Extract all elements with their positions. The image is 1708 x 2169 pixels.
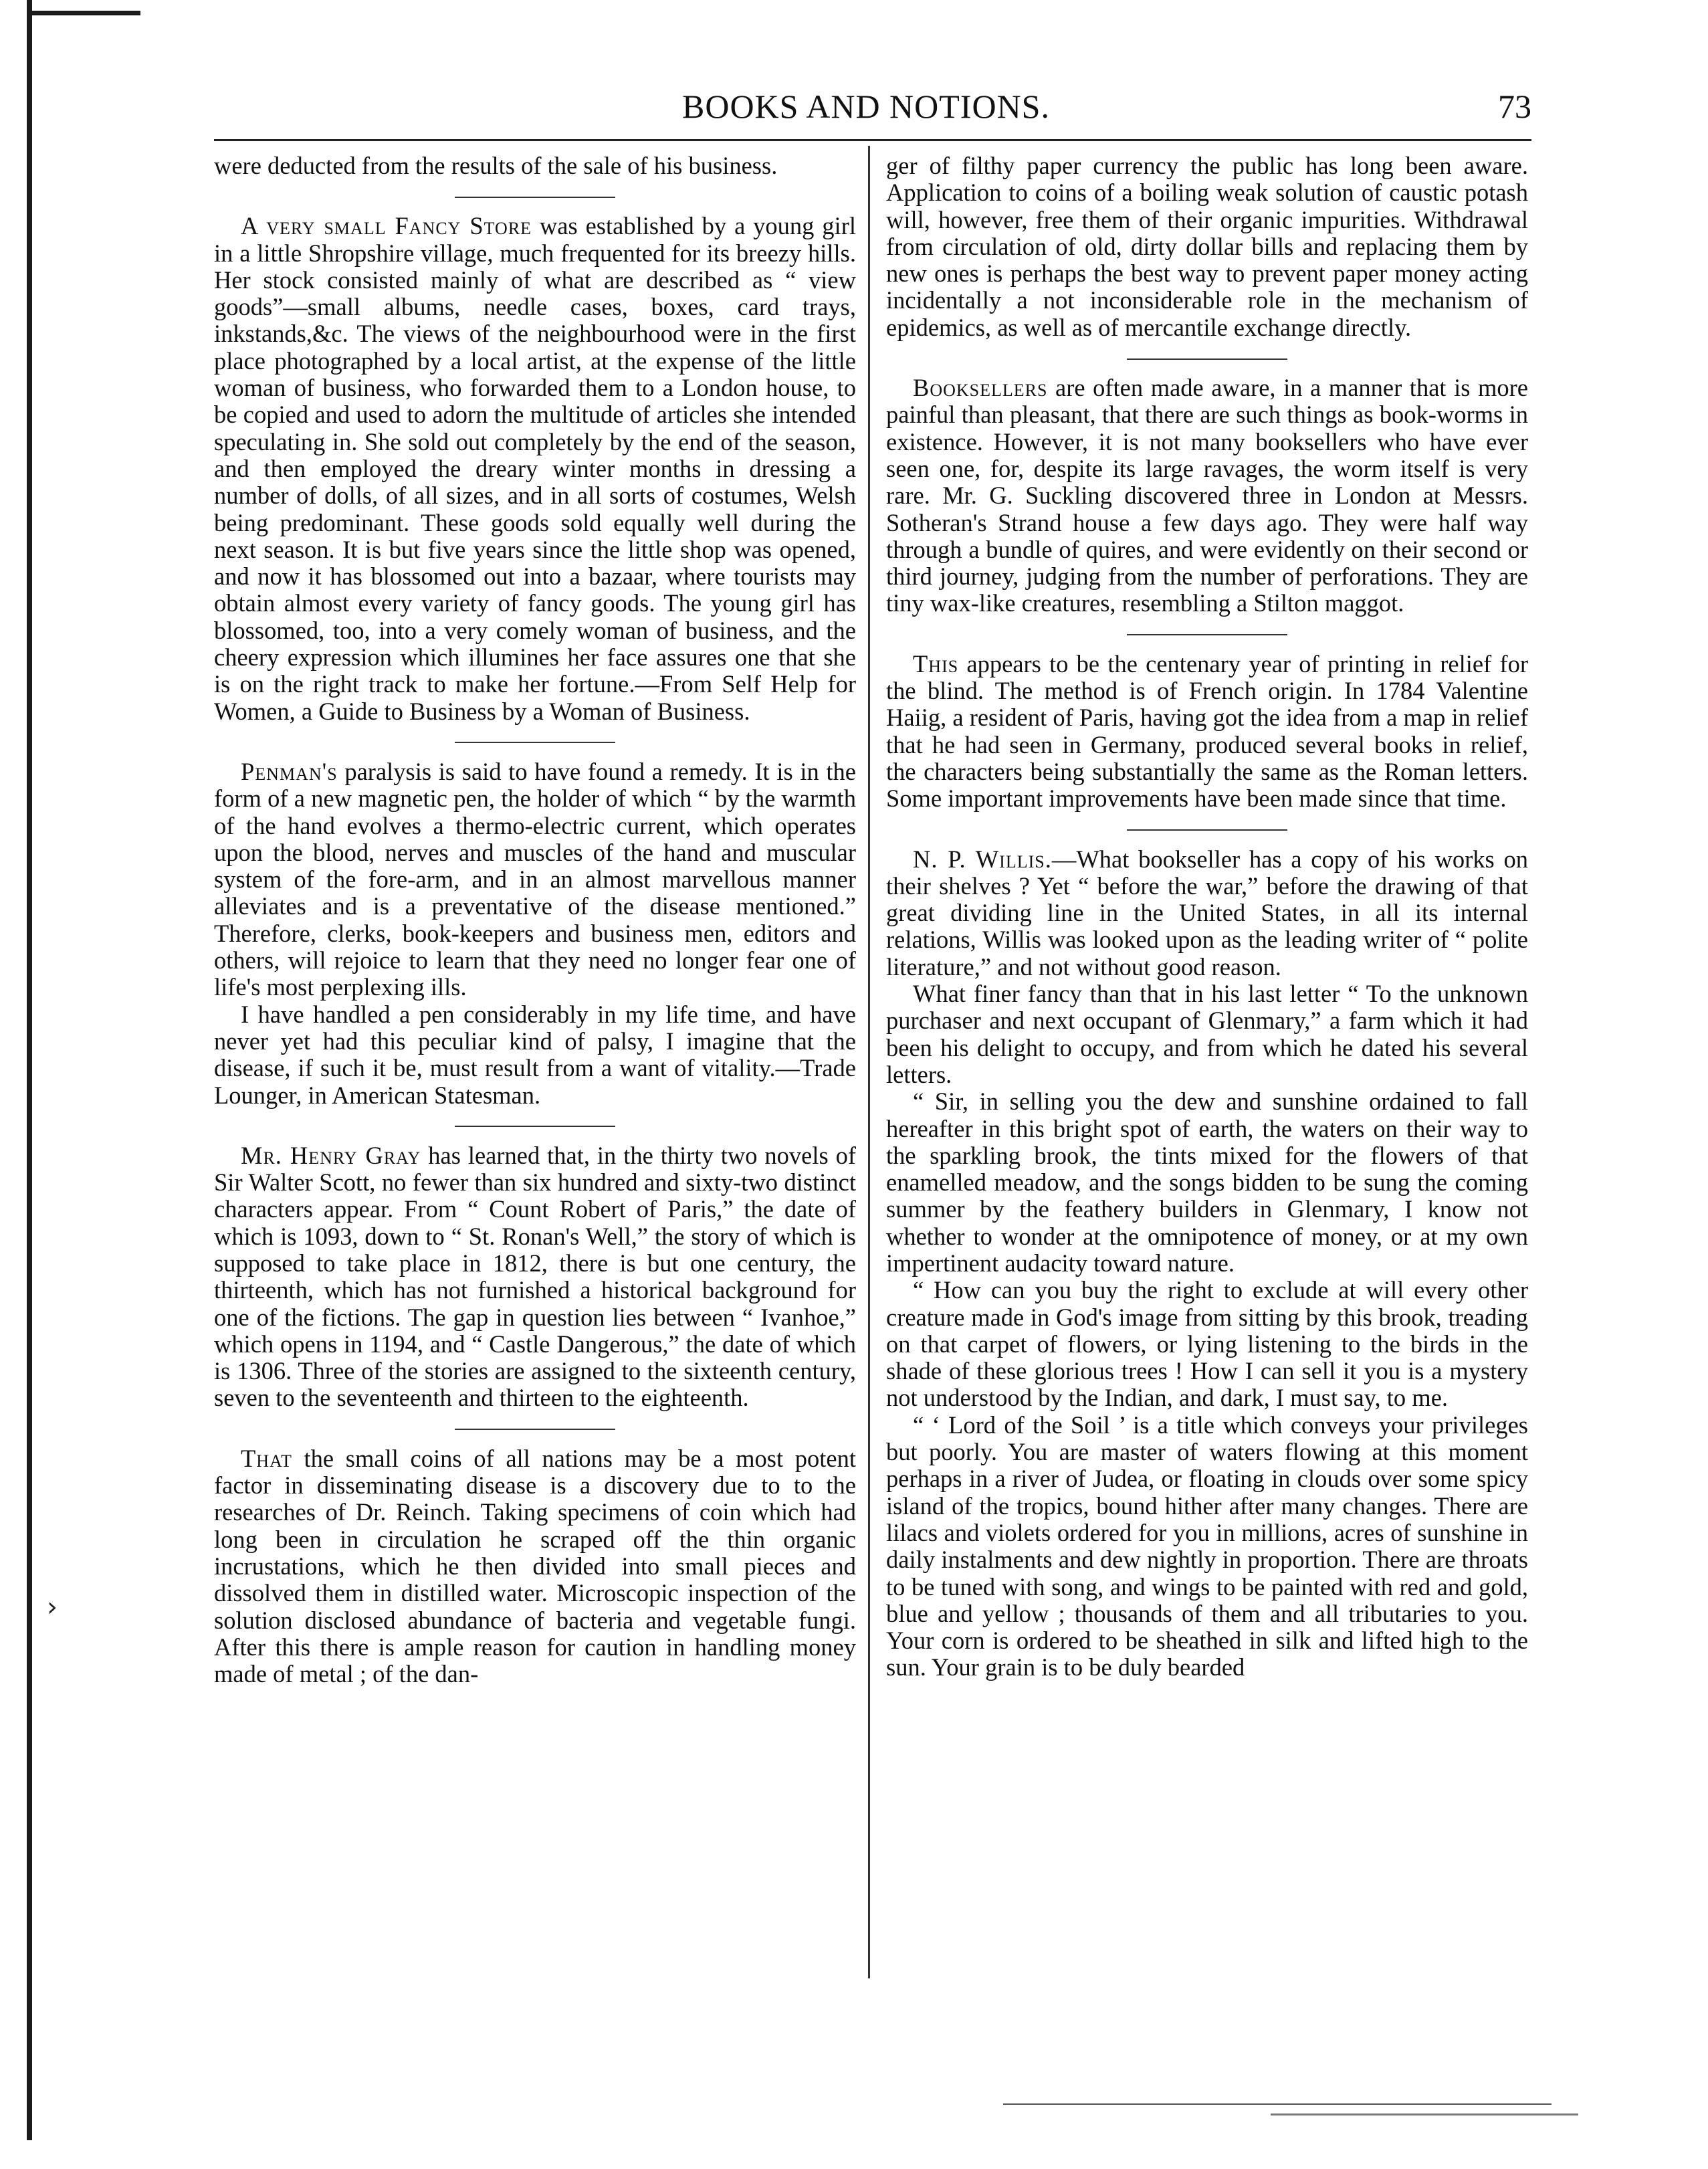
running-title: BOOKS AND NOTIONS. [682, 88, 1050, 125]
margin-mark: › [47, 1592, 58, 1623]
separator-line [1127, 634, 1287, 635]
article-separator [886, 617, 1528, 651]
article [886, 152, 1528, 341]
article-lead: That [241, 1444, 292, 1472]
article [214, 758, 856, 1001]
binding-top-rule [27, 11, 140, 15]
left-column [214, 152, 856, 1972]
header-rule [214, 139, 1531, 141]
article-text: I have handled a pen considerably in my life time, and have never yet had this peculiar kind of palsy, I imagine that the disease, if such it be, must result from a want of vitality.—Trade Lounger, in American Statesman. [214, 1000, 856, 1109]
article-separator [886, 341, 1528, 375]
article-separator [214, 179, 856, 213]
article-lead: This [913, 649, 959, 678]
article-text: What finer fancy than that in his last letter “ To the unknown purchaser and next occupant of Glenmary,” a farm which it had been his delight to occupy, and from which he dated his several letters. [886, 980, 1528, 1088]
article-text: has learned that, in the thirty two novels of Sir Walter Scott, no fewer than six hundred and sixty-two distinct characters appear. From “ Count Robert of Paris,” the date of which is 1093, down to “ St. Ronan's Well,” the story of which is supposed to take place in 1812, there is but one century, the thirteenth, which has not furnished a historical background for one of the fictions. The gap in question lies between “ Ivanhoe,” which opens in 1194, and “ Castle Dangerous,” the date of which is 1306. Three of the stories are assigned to the sixteenth century, seven to the seventeenth and thirteen to the eighteenth. [214, 1141, 856, 1412]
article-separator [214, 1412, 856, 1445]
article-text: are often made aware, in a manner that is more painful than pleasant, that there are such things as book-worms in existence. However, it is not many booksellers who have ever seen one, for, despite its large ravages, the worm itself is very rare. Mr. G. Suckling discovered three in London at Messrs. Sotheran's Strand house a few days ago. They were half way through a bundle of quires, and were evidently on their second or third journey, judging from the number of perforations. They are tiny wax-like creatures, resembling a Stilton maggot. [886, 374, 1528, 617]
article-paragraph [214, 1001, 856, 1109]
separator-line [1127, 829, 1287, 831]
article-text: “ How can you buy the right to exclude at will every other creature made in God's image from sitting by this brook, treading on that carpet of flowers, or lying listening to the birds in the shade of these glorious trees ! How I can sell it you is a mystery not understood by the Indian, and dark, I must say, to me. [886, 1276, 1528, 1412]
article [886, 375, 1528, 617]
article-separator [214, 1109, 856, 1142]
article [214, 152, 856, 179]
separator-line [1127, 358, 1287, 360]
article-lead: N. P. Willis. [913, 845, 1052, 873]
column-divider [868, 146, 870, 1978]
article-text: ger of filthy paper currency the public has long been aware. Application to coins of a boiling weak solution of caustic potash will, however, free them of their organic impurities. Withdrawal from circulation of old, dirty dollar bills and replacing them by new ones is perhaps the best way to prevent paper money acting incidentally a not inconsiderable role in the mechanism of epidemics, as well as of mercantile exchange directly. [886, 152, 1528, 341]
article-text: “ ‘ Lord of the Soil ’ is a title which conveys your privileges but poorly. You are master of waters flowing at this moment perhaps in a river of Judea, or floating in clouds over some spicy island of the tropics, bound hither after many changes. There are lilacs and violets ordered for you in millions, acres of sunshine in daily instalments and dew nightly in proportion. There are throats to be tuned with song, and wings to be painted with red and gold, blue and yellow ; thousands of them and all tributaries to you. Your corn is ordered to be sheathed in silk and lifted high to the sun. Your grain is to be duly bearded [886, 1411, 1528, 1681]
footer-rule [1003, 2103, 1552, 2105]
article-text: “ Sir, in selling you the dew and sunshine ordained to fall hereafter in this bright spot of earth, the waters on their way to the sparkling brook, the tints mixed for the flowers of that enamelled meadow, and the songs bidden to be sung the coming summer by the feathery builders in Glenmary, I know not whether to wonder at the omnipotence of money, or at my own impertinent audacity toward nature. [886, 1088, 1528, 1277]
article-paragraph [886, 1412, 1528, 1681]
separator-line [455, 1429, 615, 1430]
page-number: 73 [1498, 88, 1531, 125]
article [886, 651, 1528, 813]
article [886, 846, 1528, 980]
article [214, 1445, 856, 1688]
article-text: the small coins of all nations may be a most potent factor in disseminating disease is a discovery due to to the researches of Dr. Reinch. Taking specimens of coin which had long been in circulation he scraped off the thin organic incrustations, which he then divided into small pieces and dissolved them in distilled water. Microscopic inspection of the solution disclosed abundance of bacteria and vegetable fungi. After this there is ample reason for caution in handling money made of metal ; of the dan- [214, 1444, 856, 1688]
article-text: were deducted from the results of the sale of his business. [214, 152, 778, 179]
separator-line [455, 742, 615, 743]
separator-line [455, 197, 615, 198]
article [214, 1142, 856, 1412]
article-lead: A very small Fancy Store [241, 212, 532, 240]
article-lead: Mr. Henry Gray [241, 1141, 421, 1169]
article-paragraph [886, 1088, 1528, 1277]
article-text: appears to be the centenary year of printing in relief for the blind. The method is of French origin. In 1784 Valentine Haiig, a resident of Paris, having got the idea from a map in relief that he had seen in Germany, produced several books in relief, the characters being substantially the same as the Roman letters. Some important improvements have been made since that time. [886, 649, 1528, 813]
article [214, 213, 856, 725]
article-text: —What bookseller has a copy of his works on their shelves ? Yet “ before the war,” before the drawing of that great dividing line in the United States, in all its internal relations, Willis was looked upon as the leading writer of “ polite literature,” and not without good reason. [886, 845, 1528, 980]
article-paragraph [886, 980, 1528, 1088]
article-text: was established by a young girl in a little Shropshire village, much frequented for its breezy hills. Her stock consisted mainly of what are described as “ view goods”—small albums, needle cases, boxes, card trays, inkstands,&c. The views of the neighbourhood were in the first place photographed by a local artist, at the expense of the little woman of business, who forwarded them to a London house, to be copied and used to adorn the multitude of articles she intended speculating in. She sold out completely by the end of the season, and then employed the dreary winter months in dressing a number of dolls, of all sizes, and in all sorts of costumes, Welsh being predominant. These goods sold equally well during the next season. It is but five years since the little shop was opened, and now it has blossomed out into a bazaar, where tourists may obtain almost every variety of fancy goods. The young girl has blossomed, too, into a very comely woman of business, and the cheery expression which illumines her face assures one that she is on the right track to make her fortune.—From Self Help for Women, a Guide to Business by a Woman of Business. [214, 212, 856, 725]
article-separator [214, 725, 856, 758]
article-lead: Booksellers [913, 374, 1048, 402]
right-column [886, 152, 1528, 1972]
binding-rule [27, 0, 32, 2140]
article-text: paralysis is said to have found a remedy. It is in the form of a new magnetic pen, the holder of which “ by the warmth of the hand evolves a thermo-electric current, which operates upon the blood, nerves and muscles of the hand and muscular system of the fore-arm, and in an almost marvellous manner alleviates and is a preventative of the disease mentioned.” Therefore, clerks, book-keepers and business men, editors and others, will rejoice to learn that they need no longer fear one of life's most perplexing ills. [214, 757, 856, 1001]
separator-line [455, 1126, 615, 1127]
page-header [201, 87, 1531, 134]
article-lead: Penman's [241, 757, 338, 785]
article-paragraph [886, 1277, 1528, 1411]
footer-rule-2 [1271, 2113, 1578, 2115]
article-separator [886, 813, 1528, 846]
